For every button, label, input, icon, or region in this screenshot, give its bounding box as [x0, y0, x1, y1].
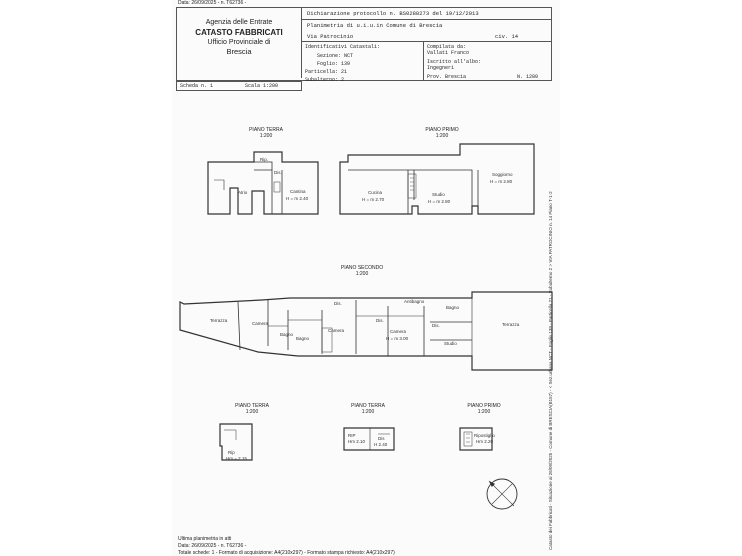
foglio: Foglio: 139 [317, 61, 351, 67]
room-bagno-1: Bagno [280, 332, 294, 337]
room-atrio: Atrio [238, 190, 248, 195]
footer-format: Totale schede: 1 - Formato di acquisizione: A4(210x297) - Formato stampa richiesto: A4(210x297) [178, 550, 395, 556]
room-dis-ps-2: Dis. [376, 318, 384, 323]
province: Prov. Brescia [427, 74, 467, 80]
room-studio-ps: Studio [444, 341, 457, 346]
scheda-number: Scheda n. 1 [180, 83, 214, 89]
compiler-name: Vallati Franco [427, 50, 470, 56]
office-city: Brescia [226, 47, 252, 56]
room-rip-small: Rip [228, 450, 235, 455]
room-cantina-height: H = m 2.40 [286, 196, 309, 201]
room-dis-mid: Dis [378, 436, 385, 441]
albo-name: Ingegneri [427, 65, 455, 71]
room-bagno-3: Bagno [446, 305, 460, 310]
room-camera-1: Camera [252, 321, 269, 326]
pt-scale: 1:200 [259, 133, 273, 139]
room-dis-ps: Dis. [334, 301, 342, 306]
footer-date: Data: 26/09/2025 - n. T62736 - [178, 543, 247, 549]
room-dis-ps-3: Dis. [432, 323, 440, 328]
civic-number: civ. 14 [495, 33, 519, 40]
room-camera-3-height: H = m 3.00 [386, 336, 409, 341]
room-rip-mid: RIP [348, 433, 356, 438]
planimetry-sheet [172, 0, 560, 556]
room-terrazza-left: Terrazza [210, 318, 228, 323]
pp-scale: 1:200 [435, 133, 449, 139]
sezione: Sezione: NCT [317, 53, 354, 59]
particella: Particella: 21 [305, 69, 348, 75]
room-cucina-height: H = m 2.70 [362, 197, 385, 202]
planimetria-title: Planimetria di u.i.u.in Comune di Brescia [307, 22, 443, 29]
room-rip-mid-height: Hm 2.10 [348, 439, 366, 444]
room-cantina: Cantina [290, 189, 306, 194]
room-cucina: Cucina [368, 190, 383, 195]
room-soggiorno-height: H = m 2.80 [490, 179, 513, 184]
ps-title: PIANO SECONDO [340, 265, 384, 271]
pt3-title: PIANO TERRA [351, 403, 385, 409]
room-rip-pt: Rip. [260, 157, 269, 162]
room-ripostiglio: Ripostiglio [474, 433, 495, 438]
scale-label: Scala 1:200 [245, 83, 279, 89]
room-antibagno: Antibagno [404, 299, 425, 304]
room-soggiorno: Soggiorno [492, 172, 513, 177]
pp-title: PIANO PRIMO [425, 127, 459, 133]
catasto-title: CATASTO FABBRICATI [195, 28, 283, 37]
pt2-scale: 1:200 [245, 409, 259, 415]
room-camera-3: Camera [390, 329, 407, 334]
pt-title: PIANO TERRA [249, 127, 283, 133]
identificativi-title: Identificativi Catastali: [305, 44, 381, 50]
pt3-scale: 1:200 [361, 409, 375, 415]
pp2-title: PIANO PRIMO [467, 403, 501, 409]
room-terrazza-right: Terrazza [502, 322, 520, 327]
address: Via Patrocinio [307, 33, 354, 40]
footer-last-planimetry: Ultima planimetria in atti [178, 536, 232, 542]
room-camera-2: Camera [328, 328, 345, 333]
room-studio-pp: Studio [432, 192, 445, 197]
subalterno: Subalterno: 2 [305, 77, 345, 83]
room-ripostiglio-height: Hm 2.20 [476, 439, 494, 444]
registration-number: N. 1280 [517, 74, 539, 80]
room-bagno-2: Bagno [296, 336, 310, 341]
pt2-title: PIANO TERRA [235, 403, 269, 409]
room-rip-small-height: Hm = 2.15 [226, 456, 247, 461]
iscritto-label: Iscritto all'albo: [427, 59, 482, 65]
agency-name: Agenzia delle Entrate [205, 19, 273, 26]
ps-scale: 1:200 [355, 271, 369, 277]
compilata-label: Compilata da: [427, 44, 467, 50]
declaration: Dichiarazione protocollo n. BS0288273 del 19/12/2013 [307, 10, 479, 17]
top-stamp: Data: 26/09/2025 - n. T62736 - [178, 0, 247, 6]
room-dis-pt: Dis. [274, 170, 282, 175]
side-catasto-text: Catasto dei Fabbricati - Situazione al 26/09/2025 - Comune di BRESCIA(B157) - < Sez.urbana NCT - Foglio 139 - Particella 21 - Subalterno 2 > VIA PATROCINIO n. 14 Piano T-1-2 [548, 191, 553, 550]
floor-plan-drawings [172, 0, 560, 556]
room-studio-pp-height: H = m 2.80 [428, 199, 451, 204]
room-dis-mid-height: H 2.40 [374, 442, 388, 447]
office-label: Ufficio Provinciale di [207, 39, 271, 46]
pp2-scale: 1:200 [477, 409, 491, 415]
